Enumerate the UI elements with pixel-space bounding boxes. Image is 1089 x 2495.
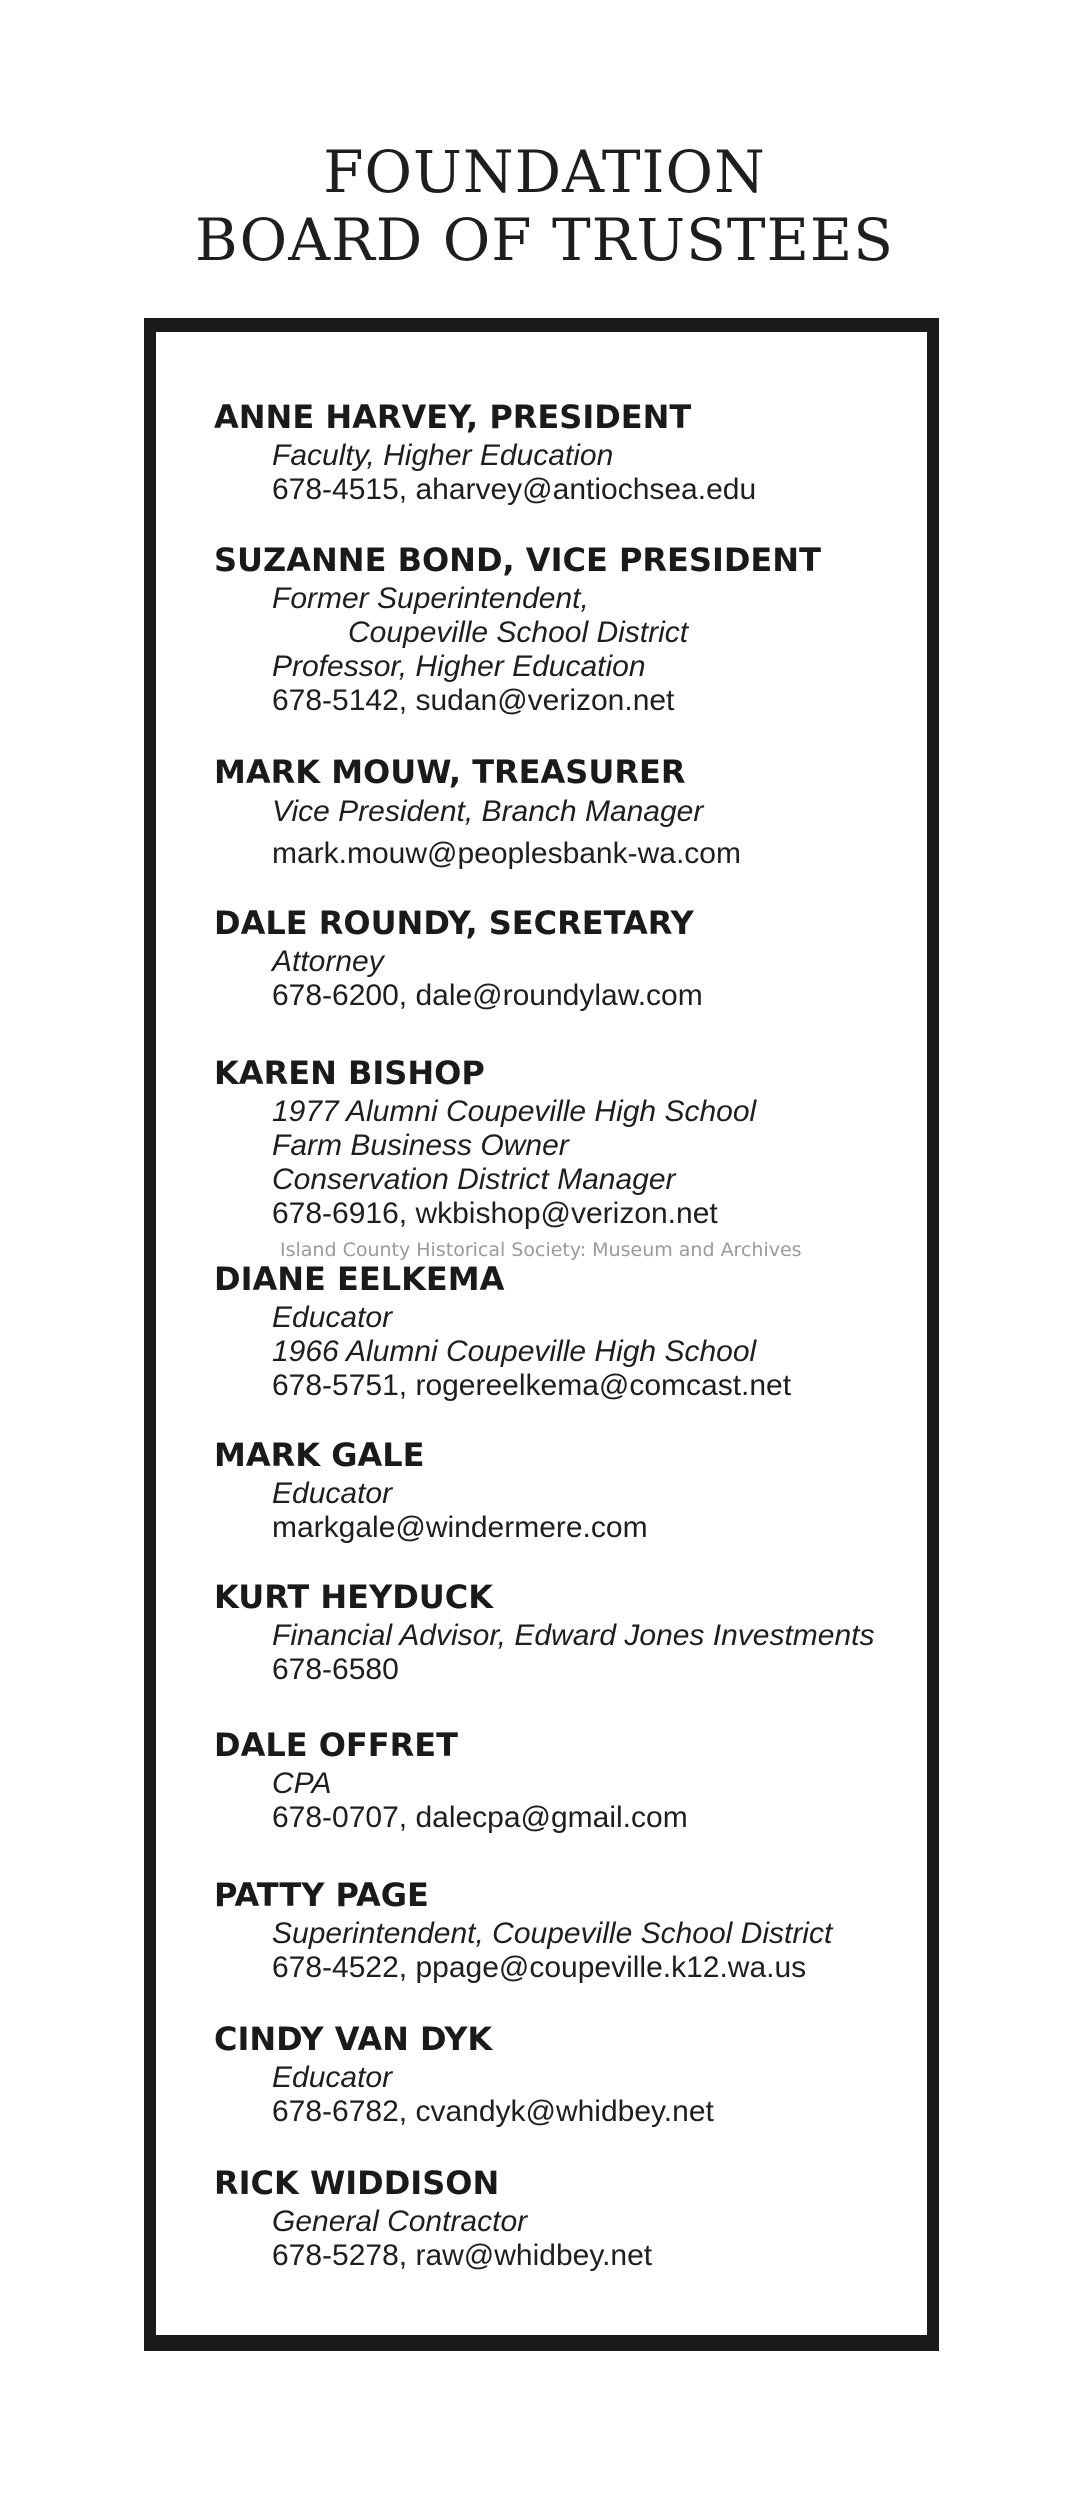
trustee-contact: 678-4522, ppage@coupeville.k12.wa.us <box>272 1951 807 1984</box>
trustee-role: Educator <box>272 1477 393 1510</box>
trustee-role: Attorney <box>272 945 384 978</box>
title-line-2: BOARD OF TRUSTEES <box>194 206 895 274</box>
trustee-name: DIANE EELKEMA <box>214 1260 505 1298</box>
trustees-box <box>144 318 939 2351</box>
trustee-role: Faculty, Higher Education <box>272 439 614 472</box>
trustee-name: DALE ROUNDY, SECRETARY <box>214 904 694 942</box>
trustee-role: Former Superintendent, <box>272 582 589 615</box>
trustee-role: 1966 Alumni Coupeville High School <box>272 1335 757 1368</box>
trustee-name: MARK MOUW, TREASURER <box>214 753 686 791</box>
trustee-role: Educator <box>272 2061 393 2094</box>
trustee-name: CINDY VAN DYK <box>214 2020 493 2058</box>
trustee-name: MARK GALE <box>214 1436 425 1474</box>
trustee-name: PATTY PAGE <box>214 1876 429 1914</box>
trustee-contact: 678-6782, cvandyk@whidbey.net <box>272 2095 714 2128</box>
trustee-contact: 678-5142, sudan@verizon.net <box>272 684 675 717</box>
trustee-contact: markgale@windermere.com <box>272 1511 648 1544</box>
page-title <box>0 138 1089 274</box>
trustee-contact: 678-6916, wkbishop@verizon.net <box>272 1197 718 1230</box>
trustee-role: Educator <box>272 1301 393 1334</box>
trustee-role: Vice President, Branch Manager <box>272 795 704 828</box>
trustee-contact: 678-4515, aharvey@antiochsea.edu <box>272 473 757 506</box>
trustee-name: DALE OFFRET <box>214 1726 458 1764</box>
trustee-contact: 678-6580 <box>272 1653 399 1686</box>
trustee-name: RICK WIDDISON <box>214 2164 500 2202</box>
trustee-name: ANNE HARVEY, PRESIDENT <box>214 398 692 436</box>
trustee-role: Professor, Higher Education <box>272 650 646 683</box>
trustee-role: 1977 Alumni Coupeville High School <box>272 1095 757 1128</box>
trustee-name: KURT HEYDUCK <box>214 1578 494 1616</box>
trustee-contact: 678-6200, dale@roundylaw.com <box>272 979 703 1012</box>
trustee-contact: 678-5751, rogereelkema@comcast.net <box>272 1369 792 1402</box>
trustee-role: Farm Business Owner <box>272 1129 569 1162</box>
trustee-name: KAREN BISHOP <box>214 1054 485 1092</box>
trustee-role: CPA <box>272 1767 332 1800</box>
trustee-role: General Contractor <box>272 2205 528 2238</box>
trustee-role: Financial Advisor, Edward Jones Investments <box>272 1619 875 1652</box>
title-line-1: FOUNDATION <box>323 138 766 206</box>
trustee-contact: mark.mouw@peoplesbank-wa.com <box>272 837 741 870</box>
trustee-name: SUZANNE BOND, VICE PRESIDENT <box>214 541 821 579</box>
trustee-contact: 678-0707, dalecpa@gmail.com <box>272 1801 688 1834</box>
trustee-role: Superintendent, Coupeville School District <box>272 1917 833 1950</box>
trustee-role: Conservation District Manager <box>272 1163 676 1196</box>
trustee-contact: 678-5278, raw@whidbey.net <box>272 2239 653 2272</box>
watermark-text: Island County Historical Society: Museum and Archives <box>280 1239 802 1261</box>
trustee-role: Coupeville School District <box>348 616 689 649</box>
